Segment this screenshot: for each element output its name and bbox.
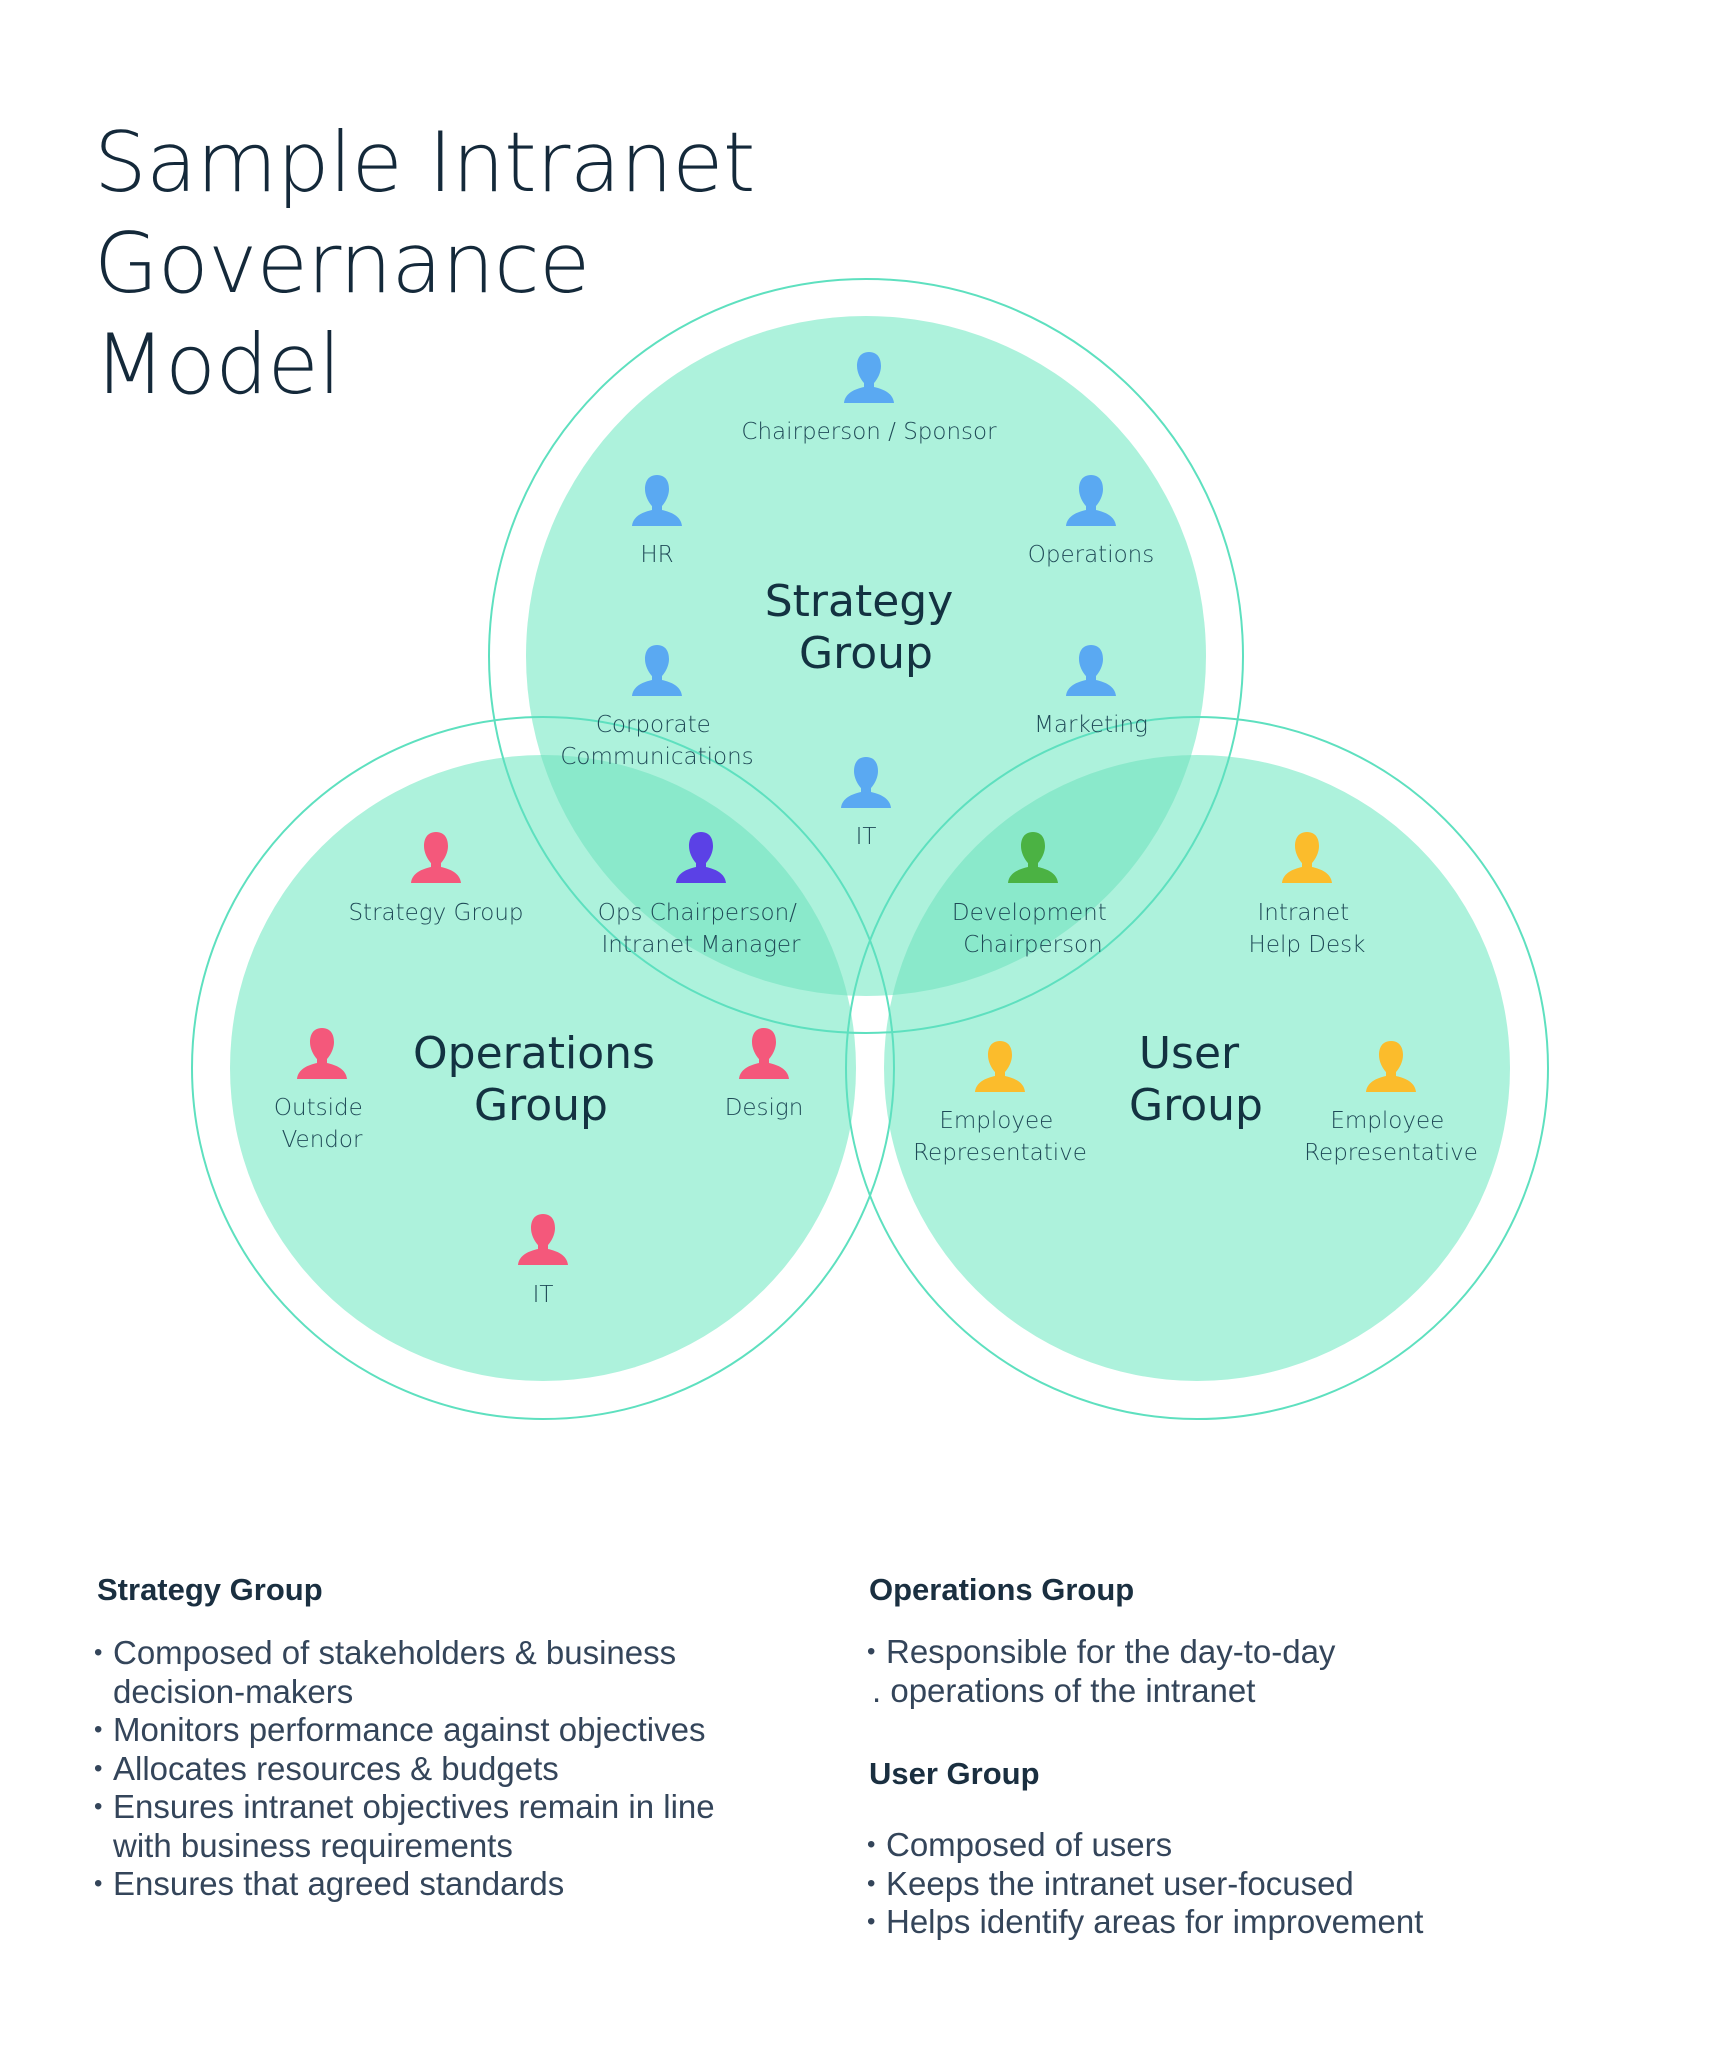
- strategy-description-list: [94, 1634, 715, 1904]
- list-item: • Helps identify areas for improvement: [867, 1903, 1423, 1942]
- person-label: Intranet Help Desk: [1248, 900, 1366, 958]
- person-label: Outside Vendor: [273, 1095, 363, 1153]
- user-group-title: [1129, 1028, 1263, 1131]
- list-item: • Allocates resources & budgets: [94, 1750, 715, 1789]
- user-group-title-line-1: User: [1138, 1028, 1240, 1079]
- list-item: • Ensures that agreed standards: [94, 1865, 715, 1904]
- user-group-title-line-2: Group: [1129, 1080, 1263, 1131]
- operations-group-title-line-1: Operations: [413, 1028, 655, 1079]
- title-line-2: Governance: [94, 215, 590, 312]
- person-label: Corporate Communications: [560, 712, 754, 770]
- user-description-heading: User Group: [869, 1756, 1040, 1791]
- list-item: • Responsible for the day-to-day . operations of the intranet: [867, 1633, 1335, 1710]
- operations-description-heading: Operations Group: [869, 1572, 1135, 1607]
- strategy-description-heading: Strategy Group: [97, 1572, 323, 1607]
- list-item: • Monitors performance against objectives: [94, 1711, 715, 1750]
- strategy-group-title-line-1: Strategy: [764, 576, 954, 627]
- operations-description-list: [867, 1633, 1335, 1710]
- operations-group-title-line-2: Group: [474, 1080, 608, 1131]
- person-label: Development Chairperson: [951, 900, 1107, 958]
- person-label: Employee Representative: [1304, 1108, 1478, 1166]
- person-label: IT: [855, 824, 877, 850]
- person-label: Chairperson / Sponsor: [741, 419, 997, 445]
- person-label: Strategy Group: [348, 900, 524, 926]
- person-label: Ops Chairperson/ Intranet Manager: [597, 900, 801, 958]
- list-item: • Keeps the intranet user-focused: [867, 1865, 1423, 1904]
- person-label: Design: [724, 1095, 804, 1121]
- person-label: IT: [532, 1282, 554, 1308]
- list-item: • Ensures intranet objectives remain in line with business requirements: [94, 1788, 715, 1865]
- strategy-group-title-line-2: Group: [799, 628, 933, 679]
- person-label: HR: [640, 542, 674, 568]
- user-description-list: [867, 1826, 1423, 1942]
- list-item: • Composed of users: [867, 1826, 1423, 1865]
- person-label: Marketing: [1034, 712, 1148, 738]
- person-label: Operations: [1027, 542, 1155, 568]
- title-line-3: Model: [94, 316, 341, 413]
- list-item: • Composed of stakeholders & business decision-makers: [94, 1634, 715, 1711]
- person-label: Employee Representative: [913, 1108, 1087, 1166]
- title-line-1: Sample Intranet: [94, 114, 755, 211]
